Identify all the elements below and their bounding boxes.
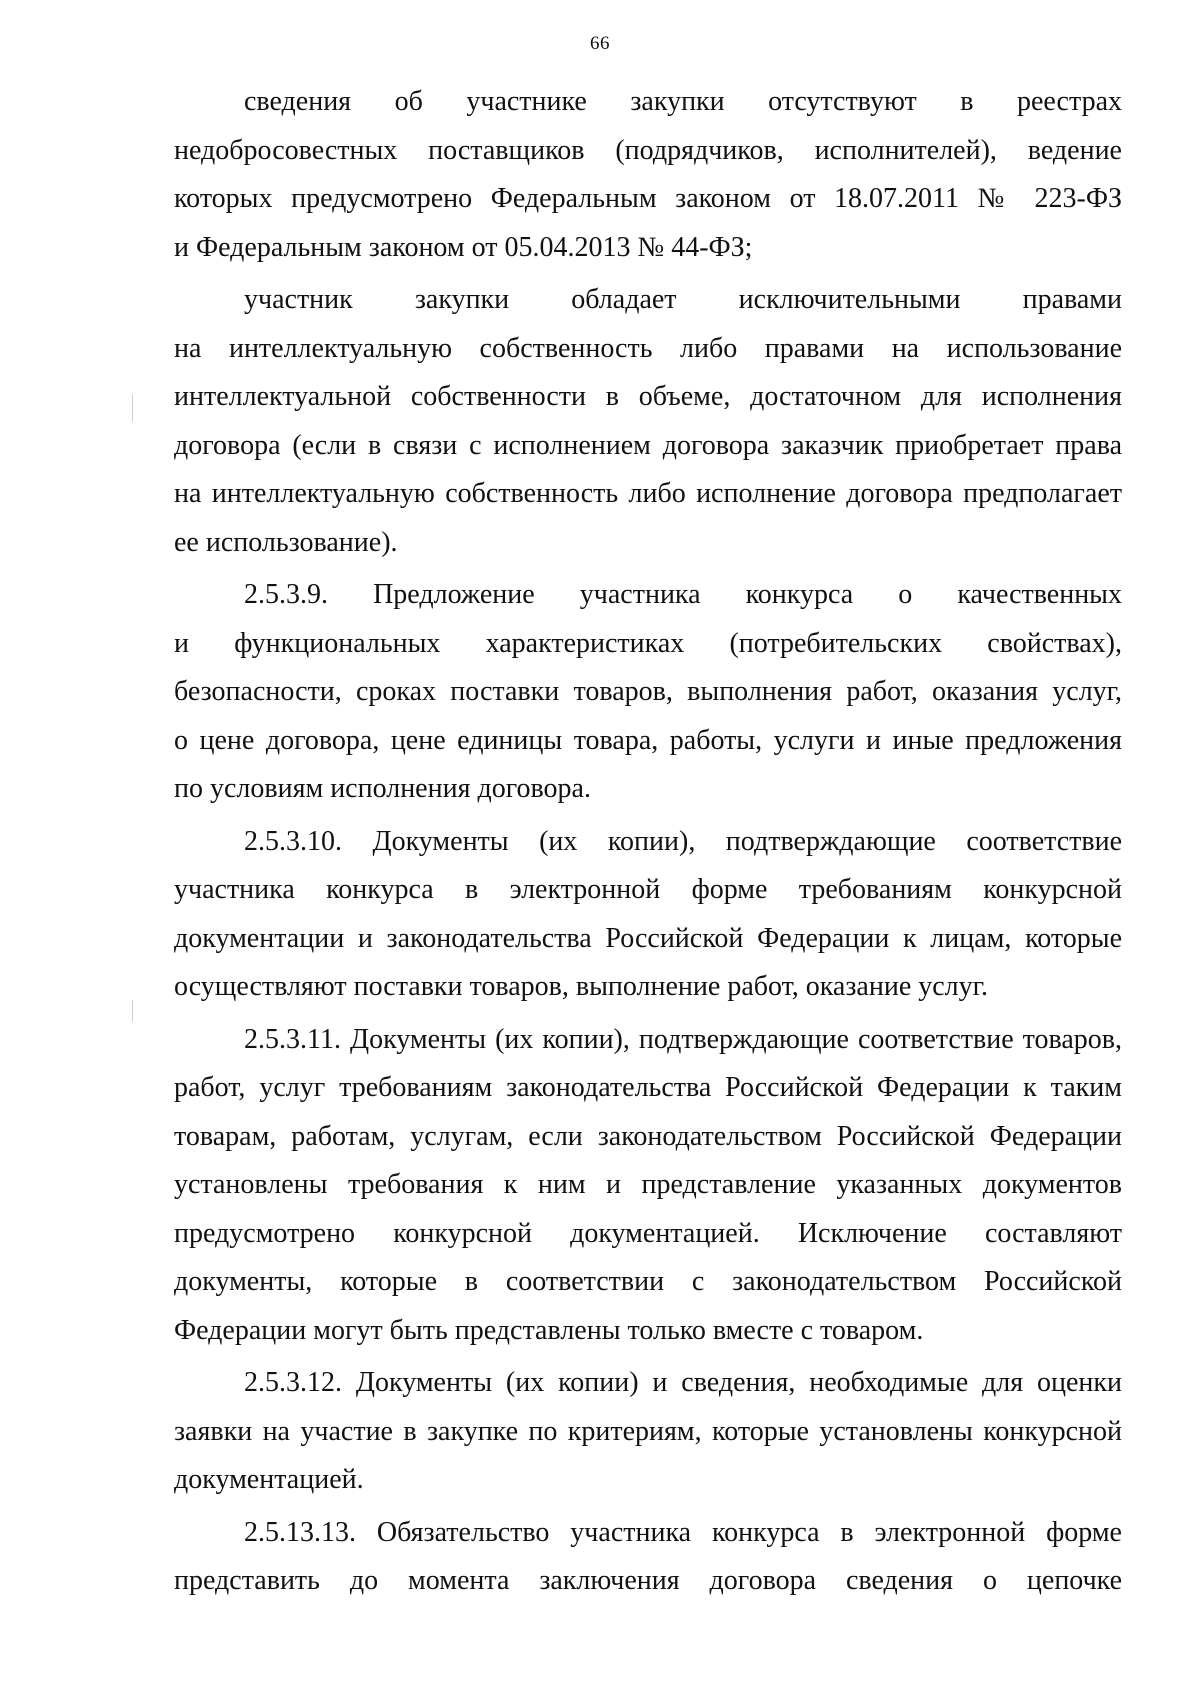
paragraph xyxy=(174,276,1122,567)
text-line: 2.5.13.13. Обязательство участника конкурса в электронной форме xyxy=(244,1516,1122,1548)
text-line: ее использование). xyxy=(174,526,398,558)
paragraph xyxy=(174,818,1122,1012)
text-line: и функциональных характеристиках (потребительских свойствах), xyxy=(174,627,1122,659)
text-line: представить до момента заключения договора сведения о цепочке xyxy=(174,1565,1122,1596)
text-line: участника конкурса в электронной форме требованиям конкурсной xyxy=(174,874,1122,905)
text-line: на интеллектуальную собственность либо правами на использование xyxy=(174,332,1122,364)
text-line: работ, услуг требованиям законодательства Российской Федерации к таким xyxy=(174,1072,1122,1103)
paragraph xyxy=(174,78,1122,272)
text-line: 2.5.3.11. Документы (их копии), подтверждающие соответствие товаров, xyxy=(244,1023,1122,1055)
paragraph xyxy=(174,1509,1122,1606)
page-number: 66 xyxy=(590,33,610,54)
text-line: документацией. xyxy=(174,1464,364,1495)
document-body xyxy=(174,78,1122,1606)
paragraph xyxy=(174,571,1122,814)
scan-mark xyxy=(132,1000,133,1022)
text-line: на интеллектуальную собственность либо исполнение договора предполагает xyxy=(174,478,1122,509)
text-line: 2.5.3.9. Предложение участника конкурса о качественных xyxy=(244,579,1122,610)
text-line: по условиям исполнения договора. xyxy=(174,773,591,804)
text-line: 2.5.3.12. Документы (их копии) и сведения, необходимые для оценки xyxy=(244,1367,1122,1398)
text-line: документации и законодательства Российской Федерации к лицам, которые xyxy=(174,922,1122,954)
text-line: которых предусмотрено Федеральным законом от 18.07.2011 № 223-ФЗ xyxy=(174,183,1122,214)
paragraph xyxy=(174,1359,1122,1505)
text-line: 2.5.3.10. Документы (их копии), подтверждающие соответствие xyxy=(244,825,1122,857)
scan-mark xyxy=(132,394,133,422)
text-line: предусмотрено конкурсной документацией. Исключение составляют xyxy=(174,1217,1122,1249)
text-line: Федерации могут быть представлены только вместе с товаром. xyxy=(174,1314,924,1346)
text-line: недобросовестных поставщиков (подрядчиков, исполнителей), ведение xyxy=(174,134,1122,166)
text-line: документы, которые в соответствии с законодательством Российской xyxy=(174,1266,1122,1297)
text-line: заявки на участие в закупке по критериям, которые установлены конкурсной xyxy=(174,1415,1122,1447)
text-line: осуществляют поставки товаров, выполнение работ, оказание услуг. xyxy=(174,971,988,1002)
text-line: безопасности, сроках поставки товаров, выполнения работ, оказания услуг, xyxy=(174,676,1122,707)
text-line: интеллектуальной собственности в объеме, достаточном для исполнения xyxy=(174,381,1122,412)
text-line: участник закупки обладает исключительными правами xyxy=(244,284,1122,315)
paragraph xyxy=(174,1016,1122,1356)
text-line: договора (если в связи с исполнением договора заказчик приобретает права xyxy=(174,429,1122,461)
text-line: о цене договора, цене единицы товара, работы, услуги и иные предложения xyxy=(174,724,1122,756)
text-line: установлены требования к ним и представление указанных документов xyxy=(174,1169,1122,1200)
text-line: сведения об участнике закупки отсутствуют в реестрах xyxy=(244,86,1122,117)
text-line: товарам, работам, услугам, если законодательством Российской Федерации xyxy=(174,1120,1122,1152)
text-line: и Федеральным законом от 05.04.2013 № 44-ФЗ; xyxy=(174,231,753,263)
